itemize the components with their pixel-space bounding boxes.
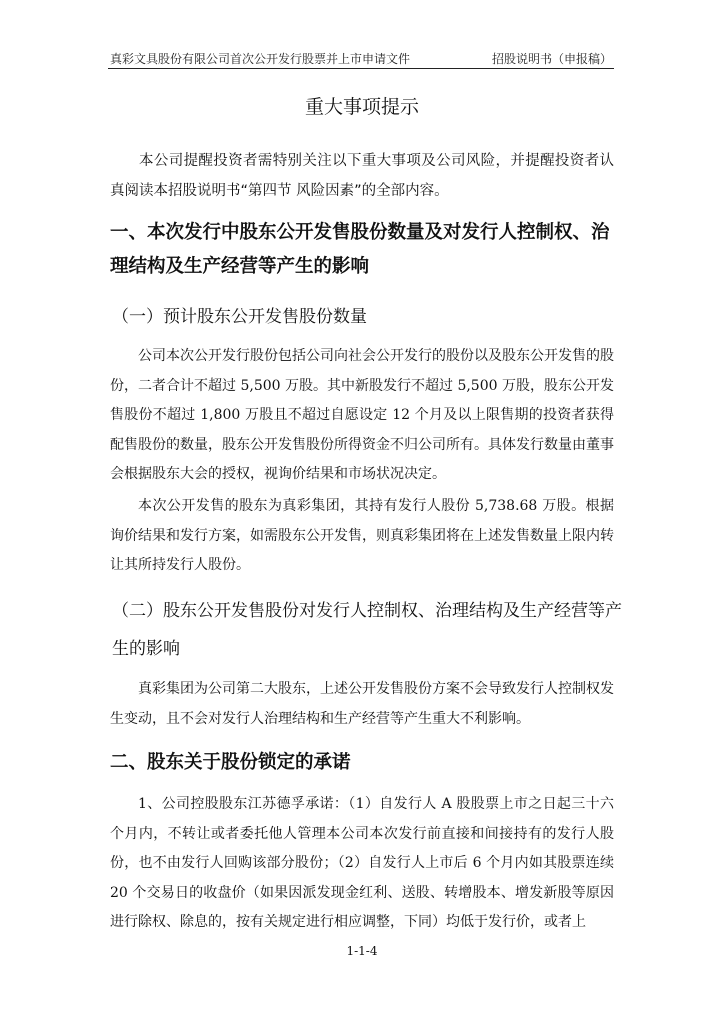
section-2-heading: 二、股东关于股份锁定的承诺 (110, 752, 351, 773)
header-document-title: 真彩文具股份有限公司首次公开发行股票并上市申请文件 (110, 52, 411, 66)
section-1-heading: 一、本次发行中股东公开发售股份数量及对发行人控制权、治理结构及生产经营等产生的影响 (110, 222, 610, 277)
section-1-1-heading: （一）预计股东公开发售股份数量 (112, 307, 367, 327)
page-title: 重大事项提示 (304, 96, 419, 118)
intro-paragraph: 本公司提醒投资者需特别关注以下重大事项及公司风险，并提醒投资者认真阅读本招股说明书“第四节 风险因素”的全部内容。 (110, 153, 614, 199)
section-1-2-paragraph-1: 真彩集团为公司第二大股东，上述公开发售股份方案不会导致发行人控制权发生变动，且不会对发行人治理结构和生产经营等产生重大不利影响。 (110, 681, 614, 727)
header-document-type: 招股说明书（申报稿） (491, 52, 612, 66)
section-1-1-paragraph-2: 本次公开发售的股东为真彩集团，其持有发行人股份 5,738.68 万股。根据询价结果和发行方案，如需股东公开发售，则真彩集团将在上述发售数量上限内转让其所持发行人股份。 (110, 498, 614, 573)
page-number: 1-1-4 (346, 944, 378, 958)
section-2-paragraph-1: 1、公司控股股东江苏德孚承诺：（1）自发行人 A 股股票上市之日起三十六个月内，不转让或者委托他人管理本公司本次发行前直接和间接持有的发行人股份，也不由发行人回购该部分股份；（2）自发行人上市后 6 个月内如其股票连续 20 个交易日的收盘价（如果因派发现金红利、送股、转增股本、增发新股等原因进行除权、除息的，按有关规定进行相应调整，下同）均低于发行价，或者上 (110, 796, 614, 930)
section-1-2-heading: （二）股东公开发售股份对发行人控制权、治理结构及生产经营等产生的影响 (112, 601, 622, 659)
section-1-1-paragraph-1: 公司本次公开发行股份包括公司向社会公开发行的股份以及股东公开发售的股份，二者合计不超过 5,500 万股。其中新股发行不超过 5,500 万股，股东公开发售股份不超过 1,800 万股且不超过自愿设定 12 个月及以上限售期的投资者获得配售股份的数量，股东公开发售股份所得资金不归公司所有。具体发行数量由董事会根据股东大会的授权，视询价结果和市场状况决定。 (110, 348, 614, 482)
page-header (108, 48, 614, 69)
